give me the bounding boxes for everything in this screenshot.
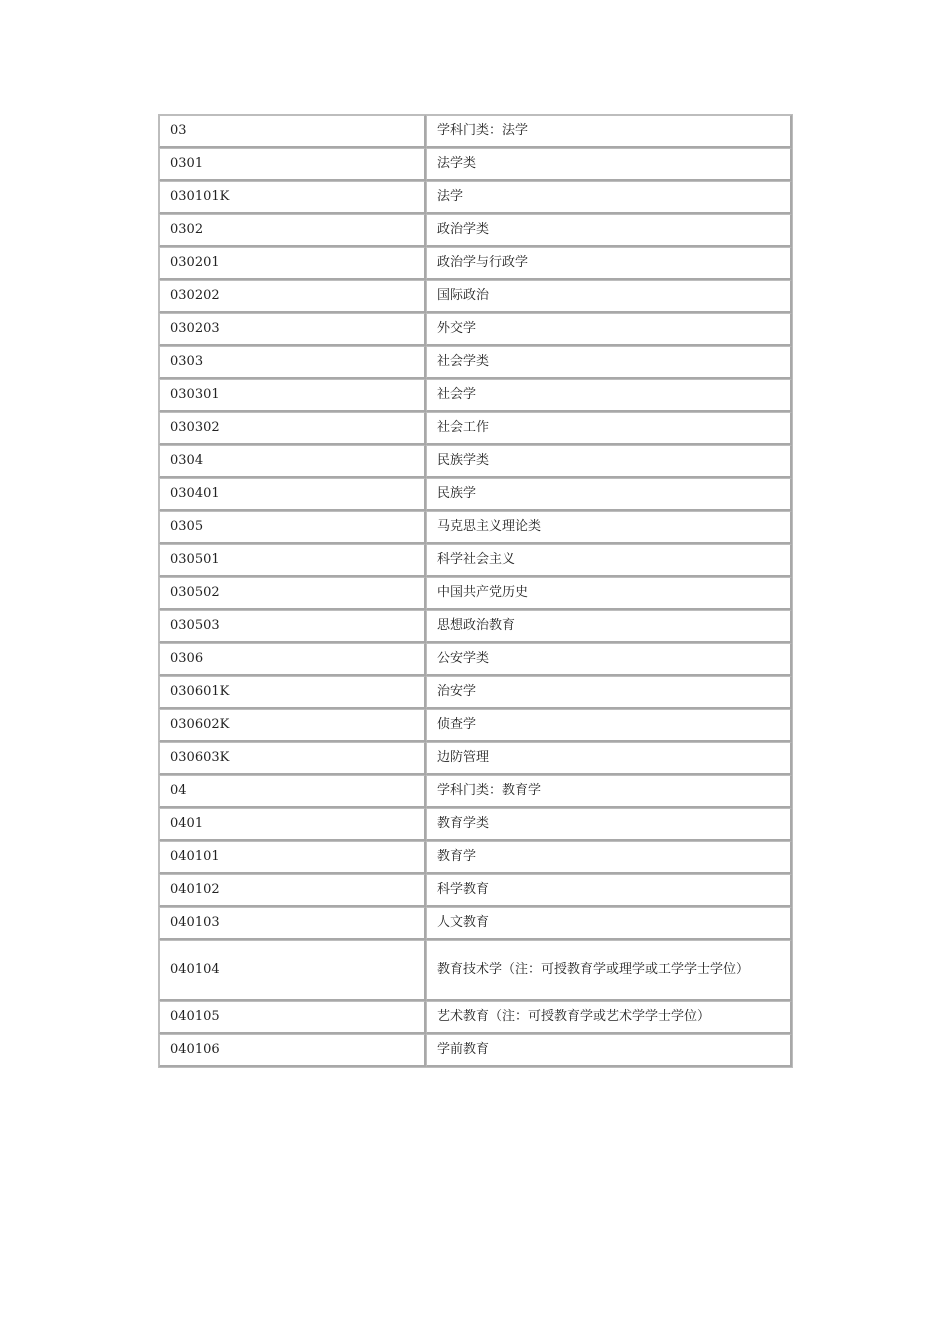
table-row	[159, 544, 792, 577]
table-row	[159, 775, 792, 808]
table-row	[159, 412, 792, 445]
major-code-cell: 03	[159, 115, 426, 148]
major-name-cell: 教育技术学（注：可授教育学或理学或工学学士学位）	[426, 940, 792, 1001]
major-name-cell: 侦查学	[426, 709, 792, 742]
major-code-cell: 040101	[159, 841, 426, 874]
major-name-cell: 法学	[426, 181, 792, 214]
table-row	[159, 610, 792, 643]
table-row	[159, 808, 792, 841]
major-code-cell: 030203	[159, 313, 426, 346]
major-code-cell: 040104	[159, 940, 426, 1001]
table-row	[159, 214, 792, 247]
major-code-cell: 0306	[159, 643, 426, 676]
table-row	[159, 313, 792, 346]
major-code-cell: 030603K	[159, 742, 426, 775]
major-name-cell: 法学类	[426, 148, 792, 181]
major-code-cell: 0302	[159, 214, 426, 247]
table-row	[159, 643, 792, 676]
table-row	[159, 940, 792, 1001]
table-row	[159, 511, 792, 544]
major-name-cell: 边防管理	[426, 742, 792, 775]
major-code-cell: 030101K	[159, 181, 426, 214]
table-row	[159, 115, 792, 148]
table-row	[159, 247, 792, 280]
major-code-cell: 0304	[159, 445, 426, 478]
table-row	[159, 445, 792, 478]
major-code-cell: 030503	[159, 610, 426, 643]
major-code-cell: 030401	[159, 478, 426, 511]
major-name-cell: 治安学	[426, 676, 792, 709]
major-name-cell: 学科门类：法学	[426, 115, 792, 148]
table-row	[159, 577, 792, 610]
major-code-cell: 030502	[159, 577, 426, 610]
major-code-cell: 030201	[159, 247, 426, 280]
major-name-cell: 教育学类	[426, 808, 792, 841]
major-name-cell: 公安学类	[426, 643, 792, 676]
major-code-cell: 030602K	[159, 709, 426, 742]
table-row	[159, 676, 792, 709]
major-name-cell: 外交学	[426, 313, 792, 346]
table-row	[159, 874, 792, 907]
major-name-cell: 教育学	[426, 841, 792, 874]
major-name-cell: 学科门类：教育学	[426, 775, 792, 808]
document-page	[158, 114, 793, 1068]
major-name-cell: 政治学与行政学	[426, 247, 792, 280]
table-body	[159, 115, 792, 1067]
table-row	[159, 907, 792, 940]
major-code-cell: 030501	[159, 544, 426, 577]
table-row	[159, 709, 792, 742]
table-row	[159, 742, 792, 775]
major-name-cell: 国际政治	[426, 280, 792, 313]
major-name-cell: 学前教育	[426, 1034, 792, 1067]
major-code-cell: 040106	[159, 1034, 426, 1067]
table-row	[159, 841, 792, 874]
major-code-cell: 040105	[159, 1001, 426, 1034]
major-code-cell: 030301	[159, 379, 426, 412]
table-row	[159, 1001, 792, 1034]
major-name-cell: 艺术教育（注：可授教育学或艺术学学士学位）	[426, 1001, 792, 1034]
table-row	[159, 148, 792, 181]
table-row	[159, 1034, 792, 1067]
major-code-cell: 030302	[159, 412, 426, 445]
major-name-cell: 政治学类	[426, 214, 792, 247]
major-name-cell: 民族学类	[426, 445, 792, 478]
major-code-cell: 030601K	[159, 676, 426, 709]
major-name-cell: 社会学	[426, 379, 792, 412]
major-name-cell: 中国共产党历史	[426, 577, 792, 610]
major-name-cell: 社会工作	[426, 412, 792, 445]
table-row	[159, 346, 792, 379]
table-row	[159, 379, 792, 412]
major-name-cell: 科学社会主义	[426, 544, 792, 577]
major-code-cell: 0303	[159, 346, 426, 379]
major-code-cell: 04	[159, 775, 426, 808]
major-name-cell: 人文教育	[426, 907, 792, 940]
major-code-cell: 0401	[159, 808, 426, 841]
major-name-cell: 思想政治教育	[426, 610, 792, 643]
table-row	[159, 280, 792, 313]
major-name-cell: 科学教育	[426, 874, 792, 907]
major-code-cell: 0305	[159, 511, 426, 544]
major-name-cell: 社会学类	[426, 346, 792, 379]
major-name-cell: 民族学	[426, 478, 792, 511]
table-row	[159, 478, 792, 511]
major-code-cell: 030202	[159, 280, 426, 313]
major-code-cell: 040103	[159, 907, 426, 940]
major-code-cell: 040102	[159, 874, 426, 907]
major-name-cell: 马克思主义理论类	[426, 511, 792, 544]
major-catalog-table	[158, 114, 793, 1068]
table-row	[159, 181, 792, 214]
major-code-cell: 0301	[159, 148, 426, 181]
